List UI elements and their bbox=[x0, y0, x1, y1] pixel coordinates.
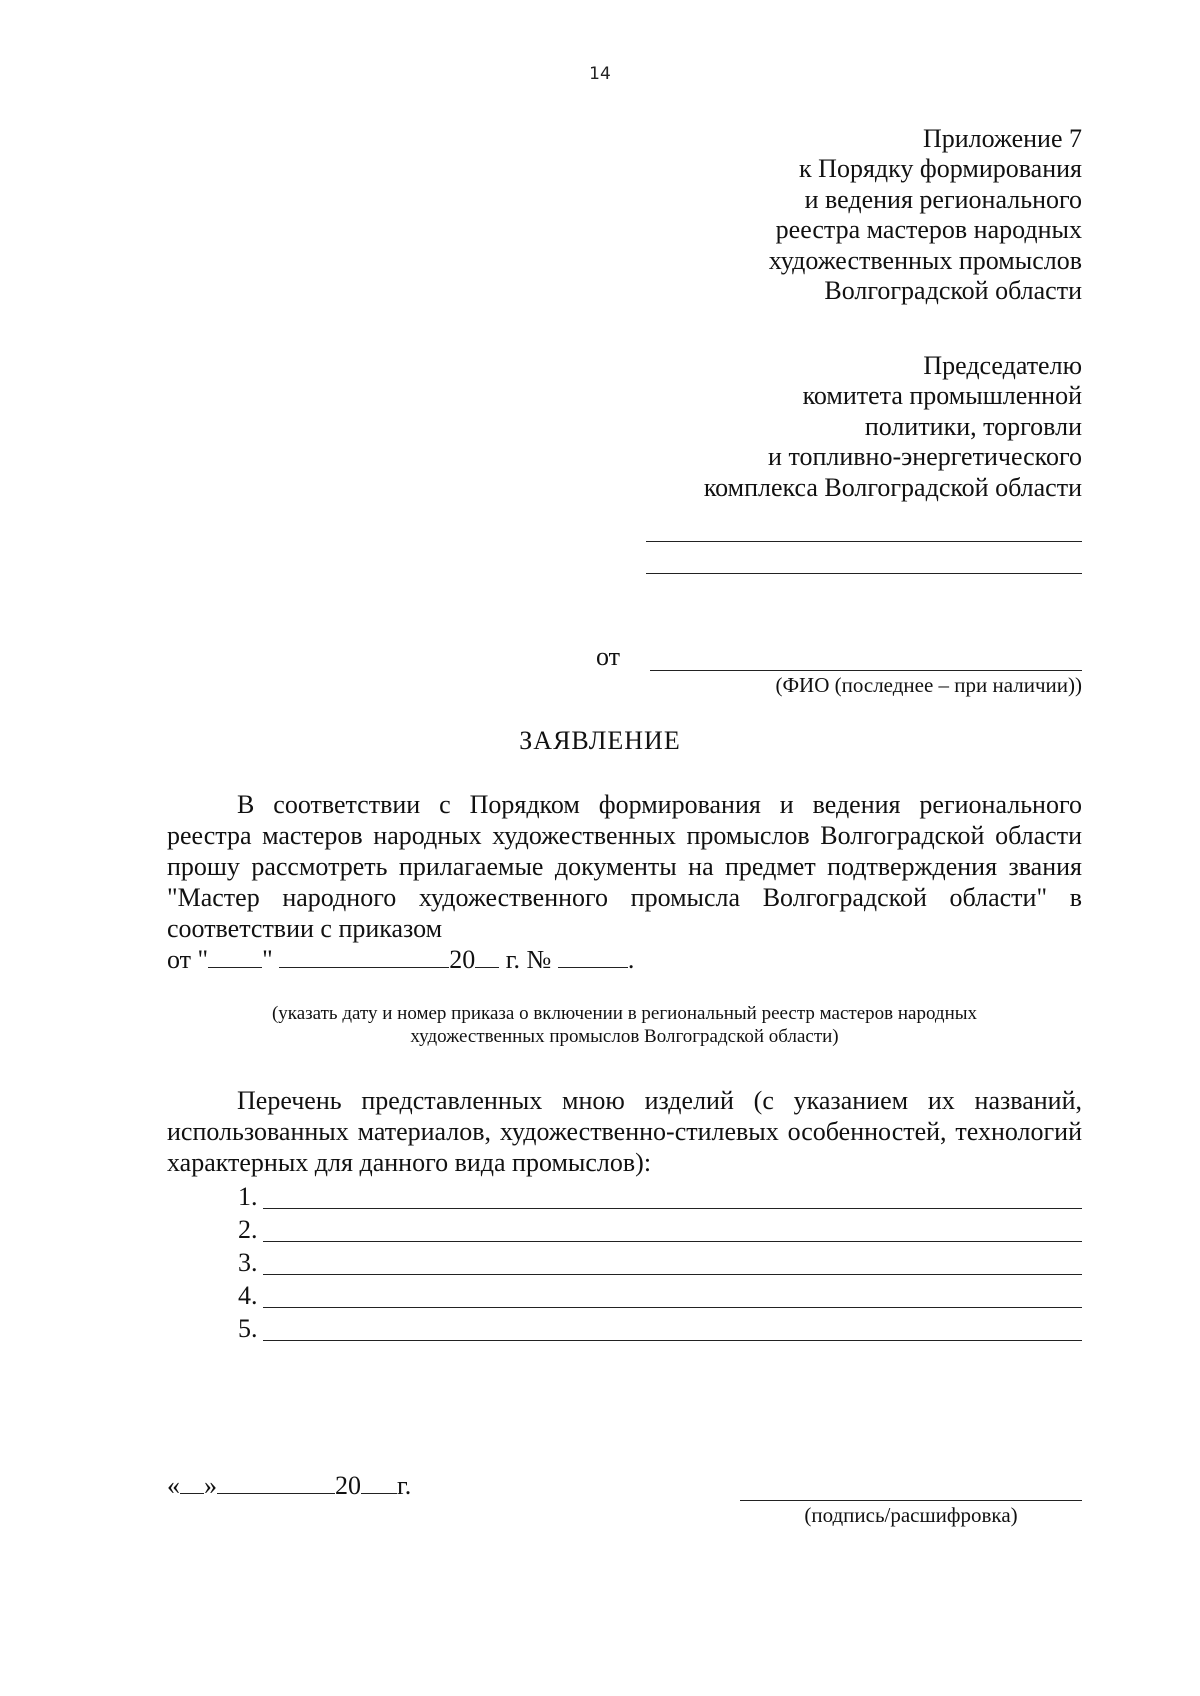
date-year-prefix: 20 bbox=[335, 1471, 361, 1500]
application-paragraph bbox=[167, 789, 1082, 944]
list-item-number: 5. bbox=[238, 1314, 258, 1343]
order-year-blank[interactable] bbox=[475, 945, 499, 968]
order-caption-line: художественных промыслов Волгоградской области) bbox=[410, 1026, 839, 1047]
from-label: от bbox=[596, 642, 621, 671]
application-text: В соответствии с Порядком формирования и ведения регионального реестра мастеров народных художественных промыслов Волгоградской области прошу рассмотреть прилагаемые документы на предмет подтверждения звания "Мастер народного художественного промысла Волгоградской области" в соответствии с приказом bbox=[167, 790, 1082, 943]
list-item bbox=[238, 1280, 1082, 1311]
list-item-number: 3. bbox=[238, 1248, 258, 1277]
date-year-suffix: г. bbox=[397, 1471, 412, 1500]
order-year-prefix: 20 bbox=[449, 945, 476, 974]
list-item bbox=[238, 1181, 1082, 1212]
appendix-line: к Порядку формирования bbox=[799, 154, 1082, 184]
date-open-quote: « bbox=[167, 1471, 180, 1500]
order-caption bbox=[167, 1002, 1082, 1048]
addressee-block bbox=[522, 351, 1082, 503]
list-item-blank-line[interactable] bbox=[263, 1274, 1082, 1275]
addressee-line: и топливно-энергетического bbox=[768, 442, 1082, 472]
addressee-line: комплекса Волгоградской области bbox=[703, 472, 1082, 502]
appendix-line: Волгоградской области bbox=[824, 276, 1082, 306]
addressee-line: Председателю bbox=[923, 351, 1082, 380]
appendix-header bbox=[522, 124, 1082, 306]
date-year-blank[interactable] bbox=[361, 1471, 397, 1494]
list-item-number: 1. bbox=[238, 1182, 258, 1211]
appendix-line: реестра мастеров народных bbox=[775, 215, 1082, 245]
list-item-blank-line[interactable] bbox=[263, 1307, 1082, 1308]
list-item-blank-line[interactable] bbox=[263, 1241, 1082, 1242]
order-month-blank[interactable] bbox=[279, 945, 449, 968]
appendix-line: художественных промыслов bbox=[768, 245, 1082, 275]
date-month-blank[interactable] bbox=[217, 1471, 335, 1494]
signature-blank-line[interactable] bbox=[740, 1500, 1082, 1501]
list-item-blank-line[interactable] bbox=[263, 1340, 1082, 1341]
signature-caption: (подпись/расшифровка) bbox=[804, 1503, 1018, 1527]
list-item-number: 4. bbox=[238, 1281, 258, 1310]
items-intro-text: Перечень представленных мною изделий (с указанием их названий, использованных материалов, художественно-стилевых особенностей, технологий характерных для данного вида промыслов): bbox=[167, 1086, 1082, 1177]
order-reference-line bbox=[167, 944, 634, 975]
fio-blank-line[interactable] bbox=[650, 670, 1082, 671]
order-line-end: . bbox=[627, 945, 635, 974]
order-caption-line: (указать дату и номер приказа о включении в региональный реестр мастеров народных bbox=[271, 1003, 978, 1024]
appendix-line: и ведения регионального bbox=[804, 184, 1082, 214]
date-line bbox=[167, 1470, 411, 1501]
order-day-blank[interactable] bbox=[208, 945, 262, 968]
date-close-quote: » bbox=[204, 1471, 217, 1500]
addressee-blank-line-1[interactable] bbox=[646, 541, 1082, 542]
order-number-blank[interactable] bbox=[558, 945, 628, 968]
items-paragraph bbox=[167, 1085, 1082, 1178]
list-item bbox=[238, 1313, 1082, 1344]
appendix-line: Приложение 7 bbox=[922, 124, 1082, 153]
order-quote-close: " bbox=[262, 945, 273, 974]
order-from-prefix: от " bbox=[167, 945, 209, 974]
page-number: 14 bbox=[589, 64, 611, 84]
fio-caption: (ФИО (последнее – при наличии)) bbox=[775, 673, 1082, 697]
list-item-blank-line[interactable] bbox=[263, 1208, 1082, 1209]
document-title: ЗАЯВЛЕНИЕ bbox=[519, 726, 681, 755]
addressee-line: политики, торговли bbox=[864, 411, 1082, 441]
addressee-blank-line-2[interactable] bbox=[646, 573, 1082, 574]
list-item bbox=[238, 1247, 1082, 1278]
addressee-line: комитета промышленной bbox=[802, 381, 1082, 411]
order-number-label: г. № bbox=[499, 945, 552, 974]
date-day-blank[interactable] bbox=[180, 1471, 204, 1494]
list-item bbox=[238, 1214, 1082, 1245]
list-item-number: 2. bbox=[238, 1215, 258, 1244]
